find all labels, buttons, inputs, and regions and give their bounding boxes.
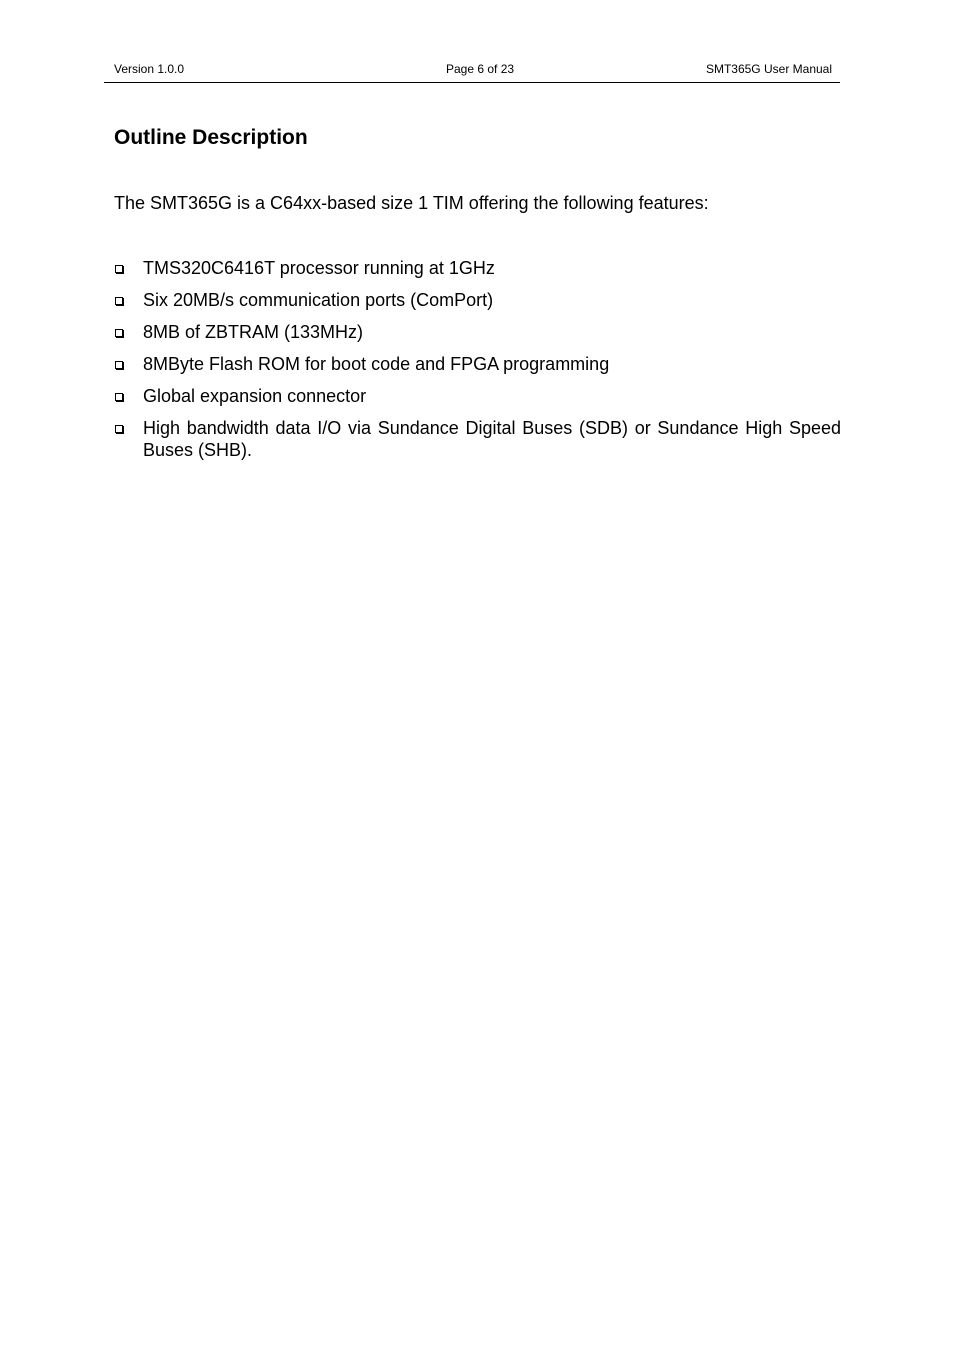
list-item [114, 385, 841, 407]
list-item [114, 257, 841, 279]
list-item [114, 321, 841, 343]
list-item [114, 417, 841, 461]
hollow-square-bullet-icon [115, 297, 123, 305]
intro-paragraph: The SMT365G is a C64xx-based size 1 TIM offering the following features: [114, 193, 709, 213]
section-title: Outline Description [114, 126, 308, 149]
hollow-square-bullet-icon [115, 329, 123, 337]
hollow-square-bullet-icon [115, 265, 123, 273]
hollow-square-bullet-icon [115, 361, 123, 369]
list-item [114, 353, 841, 375]
list-item [114, 289, 841, 311]
feature-text: 8MB of ZBTRAM (133MHz) [143, 322, 364, 342]
hollow-square-bullet-icon [115, 393, 123, 401]
page-number: Page 6 of 23 [446, 62, 515, 76]
feature-text: 8MByte Flash ROM for boot code and FPGA programming [143, 354, 610, 374]
feature-text: TMS320C6416T processor running at 1GHz [143, 258, 495, 278]
feature-text: High bandwidth data I/O via Sundance Digital Buses (SDB) or Sundance High Speed Buses (SHB). [143, 418, 841, 460]
hollow-square-bullet-icon [115, 425, 123, 433]
feature-text: Global expansion connector [143, 386, 367, 406]
feature-text: Six 20MB/s communication ports (ComPort) [143, 290, 494, 310]
manual-title: SMT365G User Manual [705, 62, 832, 76]
feature-list [114, 257, 841, 471]
version-label: Version 1.0.0 [114, 62, 185, 76]
page-header [104, 60, 840, 83]
